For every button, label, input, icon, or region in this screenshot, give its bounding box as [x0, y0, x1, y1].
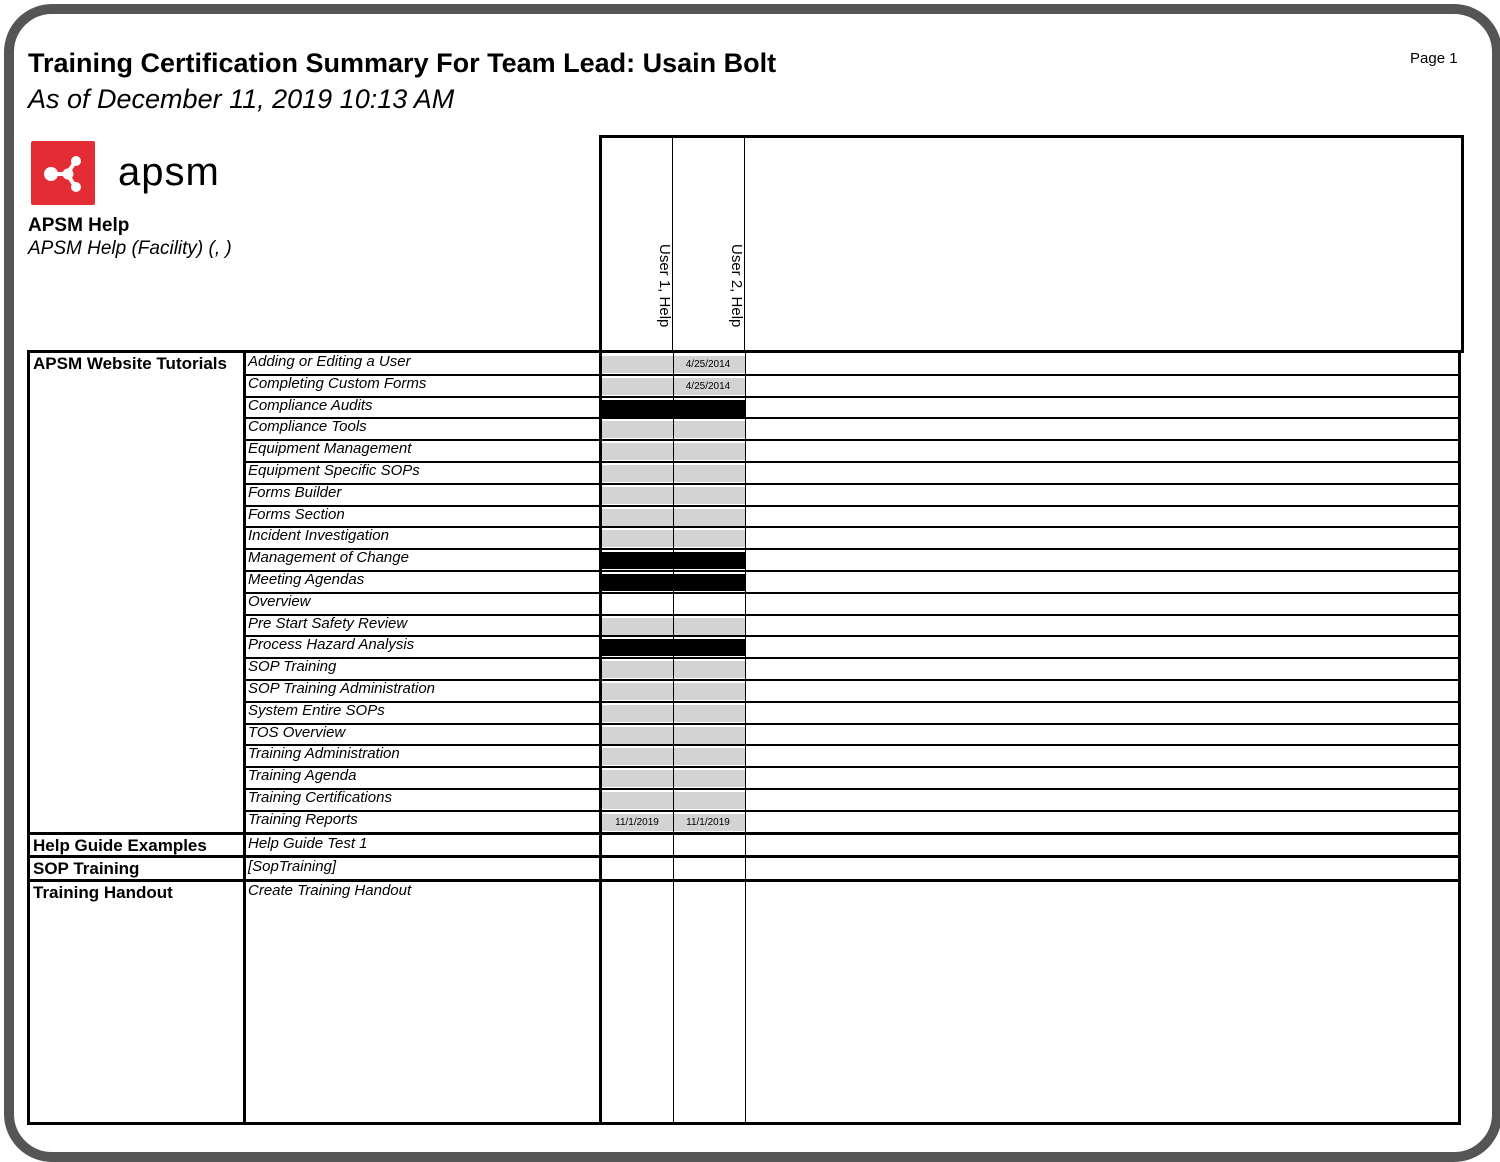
topic-label: Overview — [248, 592, 311, 610]
column-divider — [745, 353, 746, 1122]
row-divider — [243, 635, 1458, 637]
completion-date: 4/25/2014 — [685, 380, 731, 392]
row-divider — [243, 592, 1458, 594]
report-title: Training Certification Summary For Team Lead: Usain Bolt — [28, 48, 777, 78]
topic-label: Management of Change — [248, 549, 409, 567]
row-divider — [243, 701, 1458, 703]
topic-label: Meeting Agendas — [248, 571, 365, 588]
row-divider — [243, 548, 1458, 550]
column-divider — [243, 353, 246, 1122]
user-column-1: User 1, Help — [656, 243, 673, 328]
row-divider — [243, 526, 1458, 528]
topic-label: Help Guide Test 1 — [248, 834, 368, 852]
column-divider — [599, 353, 602, 1122]
page-number: Page 1 — [1410, 50, 1458, 67]
row-divider — [243, 766, 1458, 768]
row-divider — [243, 723, 1458, 725]
topic-label: Equipment Specific SOPs — [248, 462, 420, 479]
row-divider — [243, 657, 1458, 659]
group-label: Training Handout — [33, 883, 173, 903]
row-divider — [243, 570, 1458, 572]
topic-label: Process Hazard Analysis — [248, 636, 415, 654]
facility-detail: APSM Help (Facility) (, ) — [28, 238, 232, 259]
topic-label: SOP Training — [248, 658, 337, 676]
topic-label: Compliance Audits — [248, 396, 373, 414]
row-divider — [243, 461, 1458, 463]
row-divider — [243, 396, 1458, 398]
row-divider — [243, 614, 1458, 616]
report-date: As of December 11, 2019 10:13 AM — [28, 84, 455, 114]
topic-label: Training Certifications — [248, 789, 392, 806]
topic-label: Training Agenda — [248, 767, 357, 785]
row-divider — [243, 788, 1458, 790]
row-divider — [243, 417, 1458, 419]
completion-date: 11/1/2019 — [615, 816, 659, 828]
topic-label: Equipment Management — [248, 440, 412, 458]
topic-label: System Entire SOPs — [248, 701, 385, 719]
row-divider — [243, 744, 1458, 746]
row-divider — [243, 439, 1458, 441]
topic-label: Training Administration — [248, 745, 400, 763]
topic-label: Compliance Tools — [248, 418, 367, 436]
group-label: Help Guide Examples — [33, 835, 207, 855]
topic-label: Adding or Editing a User — [248, 353, 411, 370]
topic-label: [SopTraining] — [248, 858, 337, 876]
topic-label: Training Reports — [248, 810, 358, 828]
group-label: SOP Training — [33, 859, 140, 879]
row-divider — [243, 505, 1458, 507]
row-divider — [243, 483, 1458, 485]
facility-name: APSM Help — [28, 215, 130, 236]
topic-label: SOP Training Administration — [248, 680, 436, 697]
topic-label: Forms Builder — [248, 483, 342, 501]
topic-label: Pre Start Safety Review — [248, 614, 408, 632]
topic-label: Create Training Handout — [248, 882, 412, 900]
apsm-logo-icon — [31, 141, 95, 205]
group-label: APSM Website Tutorials — [33, 354, 227, 373]
completion-date: 4/25/2014 — [685, 359, 731, 370]
apsm-logo-text: apsm — [118, 150, 220, 194]
topic-label: Forms Section — [248, 505, 345, 523]
topic-label: Completing Custom Forms — [248, 374, 427, 392]
topic-label: TOS Overview — [248, 723, 346, 741]
topic-label: Incident Investigation — [248, 527, 389, 545]
row-divider — [243, 810, 1458, 812]
column-divider — [673, 353, 674, 1122]
completion-date: 11/1/2019 — [686, 816, 730, 828]
user-column-2: User 2, Help — [728, 243, 745, 328]
